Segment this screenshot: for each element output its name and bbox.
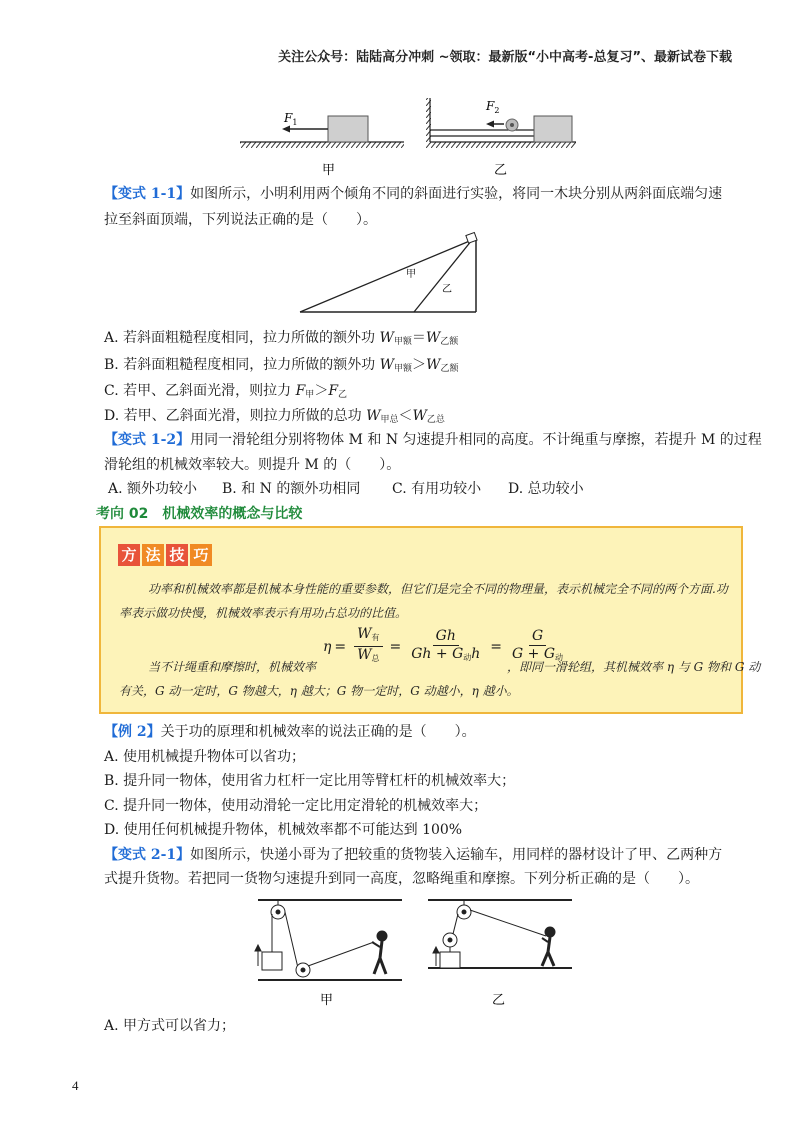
figure-jia <box>240 111 404 148</box>
option-2-c: C. 提升同一物体，使用动滑轮一定比用定滑轮的机械效率大； <box>104 798 488 814</box>
option-1-2-d: D. 总功较小 <box>508 481 584 497</box>
option-2-d: D. 使用任何机械提升物体，机械效率都不可能达到 100% <box>104 822 463 838</box>
caption-jia: 甲 <box>320 993 334 1008</box>
question-tag: 【变式 1-1】 <box>104 186 191 202</box>
figure-force-blocks <box>236 94 596 180</box>
tip-paragraph-2-pre: 当不计绳重和摩擦时，机械效率 <box>148 660 317 674</box>
option-2-1-a: A. 甲方式可以省力； <box>104 1018 236 1034</box>
caption-yi: 乙 <box>492 993 506 1008</box>
cargo-box-yi <box>440 952 460 968</box>
option-1-1-b: B. 若斜面粗糙程度相同，拉力所做的额外功 $W_{甲额}>W_{乙额}$ <box>104 357 459 374</box>
pulley-setup-jia <box>255 900 402 980</box>
block-jia <box>328 116 368 142</box>
question-1-1-line2: 拉至斜面顶端，下列说法正确的是（ ）。 <box>104 212 377 228</box>
tip-paragraph-3: 有关，G 动一定时，G 物越大，η 越大；G 物一定时，G 动越小，η 越小。 <box>119 684 519 698</box>
block-yi <box>534 116 572 142</box>
figure-inclines <box>296 228 486 318</box>
option-1-1-d: D. 若甲、乙斜面光滑，则拉力所做的总功 $W_{甲总}<W_{乙总}$ <box>104 408 445 425</box>
method-tips-badge <box>118 544 212 566</box>
incline-label-jia: 甲 <box>406 269 416 280</box>
incline-jia <box>300 240 472 312</box>
incline-label-yi: 乙 <box>442 284 452 295</box>
page-header: 关注公众号：陆陆高分冲刺 ~领取：最新版“小中高考-总复习”、最新试卷下载 <box>278 50 732 65</box>
pulley-setup-yi <box>428 900 572 968</box>
question-1-2-line2: 滑轮组的机械效率较大。则提升 M 的（ ）。 <box>104 457 401 473</box>
courier-jia <box>377 931 387 941</box>
badge-char: 技 <box>166 544 188 566</box>
question-1-2-line1: 【变式 1-2】用同一滑轮组分别将物体 M 和 N 匀速提升相同的高度。不计绳重与摩擦，若提升 M 的过程 <box>104 432 762 448</box>
question-2-1-line2: 式提升货物。若把同一货物匀速提升到同一高度，忽略绳重和摩擦。下列分析正确的是（ ）。 <box>104 871 699 887</box>
option-1-1-c: C. 若甲、乙斜面光滑，则拉力 $F_甲>F_乙$ <box>104 383 348 400</box>
example-2-stem: 【例 2】关于功的原理和机械效率的说法正确的是（ ）。 <box>104 724 476 740</box>
option-1-2-b: B. 和 N 的额外功相同 <box>222 481 361 497</box>
courier-yi <box>545 927 555 937</box>
tip-paragraph-1-line1: 功率和机械效率都是机械本身性能的重要参数，但它们是完全不同的物理量，表示机械完全不同的两个方面.功 <box>148 582 728 596</box>
option-1-1-a: A. 若斜面粗糙程度相同，拉力所做的额外功 $W_{甲额}=W_{乙额}$ <box>104 330 459 347</box>
question-tag: 【例 2】 <box>104 724 161 740</box>
efficiency-formula: η = $\frac{\text{W有}}{\text{W总}}$ = $\frac{Gh}{\text{Gh + G动h}}$ = $\frac{G}{\text{G + G动}}$ <box>323 626 564 663</box>
incline-yi <box>414 240 472 312</box>
tip-paragraph-2-post: ，即同一滑轮组，其机械效率 η 与 G 物和 G 动 <box>507 660 761 674</box>
figure-yi <box>426 98 576 148</box>
question-tag: 【变式 2-1】 <box>104 847 191 863</box>
label-f2: $F_2$ <box>486 99 500 115</box>
option-2-a: A. 使用机械提升物体可以省功； <box>104 749 306 765</box>
cargo-box-jia <box>262 952 282 970</box>
label-f1: $F_1$ <box>284 111 298 127</box>
ground-jia <box>240 142 404 148</box>
badge-char: 法 <box>142 544 164 566</box>
question-1-1-line1: 【变式 1-1】如图所示，小明利用两个倾角不同的斜面进行实验，将同一木块分别从两斜面底端匀速 <box>104 186 723 202</box>
badge-char: 巧 <box>190 544 212 566</box>
figure-pulley-setups <box>248 892 578 1014</box>
method-tips-box <box>99 526 761 714</box>
badge-char: 方 <box>118 544 140 566</box>
option-2-b: B. 提升同一物体，使用省力杠杆一定比用等臂杠杆的机械效率大； <box>104 773 516 789</box>
caption-jia: 甲 <box>322 163 336 178</box>
caption-yi: 乙 <box>494 163 508 178</box>
section-title: 考向 02 机械效率的概念与比较 <box>96 506 303 522</box>
question-tag: 【变式 1-2】 <box>104 432 191 448</box>
question-2-1-line1: 【变式 2-1】如图所示，快递小哥为了把较重的货物装入运输车，用同样的器材设计了甲、乙两种方 <box>104 847 723 863</box>
option-1-2-a: A. 额外功较小 <box>108 481 198 497</box>
tip-paragraph-1-line2: 率表示做功快慢，机械效率表示有用功占总功的比值。 <box>119 606 408 620</box>
page-number: 4 <box>72 1078 79 1093</box>
option-1-2-c: C. 有用功较小 <box>392 481 482 497</box>
ground-yi <box>426 142 576 148</box>
